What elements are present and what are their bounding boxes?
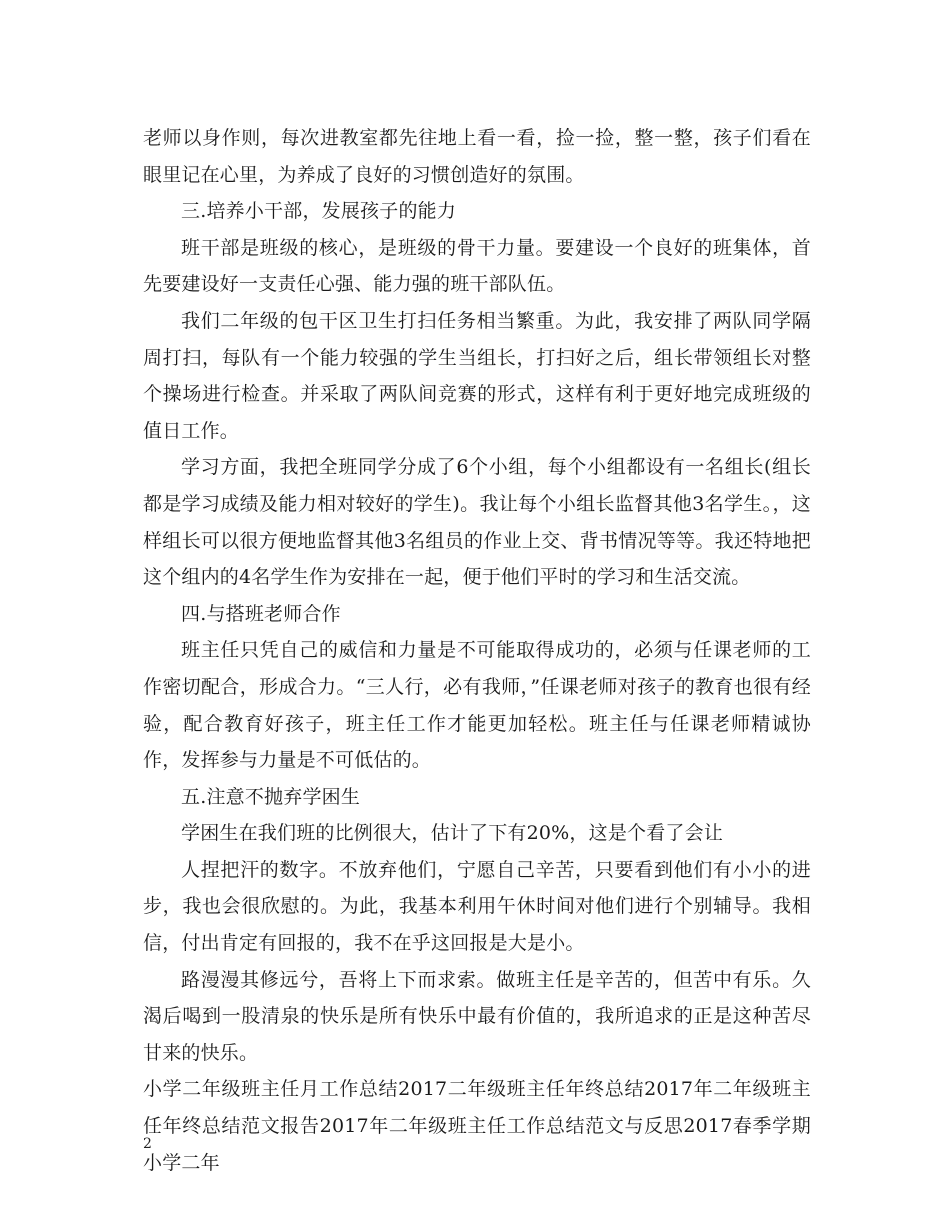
paragraph: 路漫漫其修远兮，吾将上下而求索。做班主任是辛苦的，但苦中有乐。久渴后喝到一股清泉的快乐是所有快乐中最有价值的，我所追求的正是这种苦尽甘来的快乐。 <box>143 968 811 1064</box>
paragraph: 学困生在我们班的比例很大，估计了下有20%，这是个看了会让 <box>181 822 724 845</box>
paragraph: 班主任只凭自己的威信和力量是不可能取得成功的，必须与任课老师的工作密切配合，形成合力。“三人行，必有我师，”任课老师对孩子的教育也很有经验，配合教育好孩子，班主任工作才能更加轻松。班主任与任课老师精诚协作，发挥参与力量是不可低估的。 <box>143 639 811 772</box>
section-heading-4: 四.与搭班老师合作 <box>181 602 341 625</box>
body-text <box>143 120 811 1181</box>
paragraph: 学习方面，我把全班同学分成了6个小组，每个小组都设有一名组长(组长都是学习成绩及能力相对较好的学生)。我让每个小组长监督其他3名学生。，这样组长可以很方便地监督其他3名组员的作业上交、背书情况等等。我还特地把这个组内的4名学生作为安排在一起，便于他们平时的学习和生活交流。 <box>143 456 811 589</box>
section-heading-5: 五.注意不抛弃学困生 <box>181 785 361 808</box>
page-number: 2 <box>143 1136 152 1152</box>
section-heading-3: 三.培养小干部，发展孩子的能力 <box>181 200 457 223</box>
related-titles: 小学二年级班主任月工作总结2017二年级班主任年终总结2017年二年级班主任年终总结范文报告2017年二年级班主任工作总结范文与反思2017春季学期小学二年 <box>143 1078 811 1174</box>
paragraph-continuation: 老师以身作则，每次进教室都先往地上看一看，捡一捡，整一整，孩子们看在眼里记在心里，为养成了良好的习惯创造好的氛围。 <box>143 127 811 186</box>
paragraph: 人捏把汗的数字。不放弃他们，宁愿自己辛苦，只要看到他们有小小的进步，我也会很欣慰的。为此，我基本利用午休时间对他们进行个别辅导。我相信，付出肯定有回报的，我不在乎这回报是大是小。 <box>143 858 811 955</box>
paragraph: 班干部是班级的核心，是班级的骨干力量。要建设一个良好的班集体，首先要建设好一支责任心强、能力强的班干部队伍。 <box>143 236 811 296</box>
paragraph: 我们二年级的包干区卫生打扫任务相当繁重。为此，我安排了两队同学隔周打扫，每队有一个能力较强的学生当组长，打扫好之后，组长带领组长对整个操场进行检查。并采取了两队间竞赛的形式，这样有利于更好地完成班级的值日工作。 <box>143 309 811 442</box>
